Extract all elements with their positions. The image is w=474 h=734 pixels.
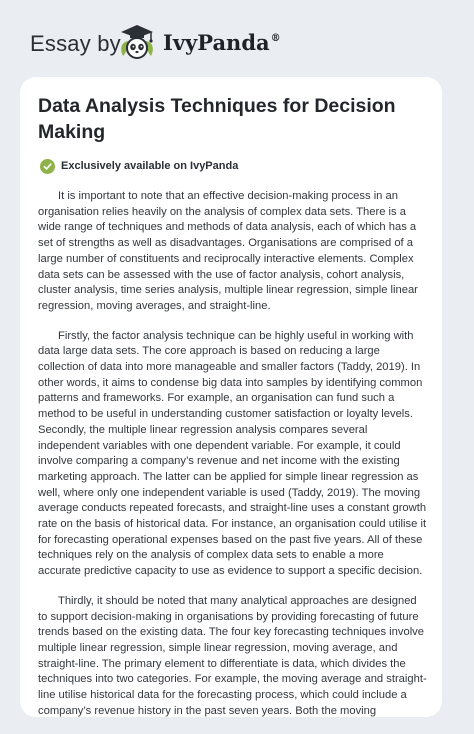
- check-circle-icon: [40, 159, 55, 174]
- exclusive-badge-text: Exclusively available on IvyPanda: [61, 160, 239, 172]
- paragraph: It is important to note that an effective decision-making process in an organisation relies heavily on the analysis of complex data sets. There is a wide range of techniques and methods of data analysis, each of which has a set of strengths as well as disadvantages. Organisations are comprised of a large number of constituents and reciprocally interactive elements. Complex data sets can be assessed with the use of factor analysis, cohort analysis, cluster analysis, time series analysis, multiple linear regression, simple linear regression, moving averages, and straight-line.: [38, 190, 418, 312]
- paragraph: Firstly, the factor analysis technique can be highly useful in working with data large data sets. The core approach is based on reducing a large collection of data into more manageable and smaller factors (Taddy, 2019). In other words, it aims to condense big data into samples by identifying common patterns and frameworks. For example, an organisation can fund such a method to be useful in understanding customer satisfaction or loyalty levels. Secondly, the multiple linear regression analysis compares several independent variables with one dependent variable. For example, it could involve comparing a company’s revenue and net income with the existing marketing approach. The latter can be applied for simple linear regression as well, where only one independent variable is used (Taddy, 2019). The moving average conducts repeated forecasts, and straight-line uses a constant growth rate on the basis of historical data. For instance, an organisation could utilise it for forecasting operational expenses based on the past five years. All of these techniques rely on the analysis of complex data sets to enable a more accurate predictive capacity to use as evidence to support a specific decision.: [38, 329, 427, 578]
- essay-card: [20, 77, 442, 717]
- site-header: [0, 0, 474, 80]
- essay-body: [38, 189, 428, 734]
- brand-name-text: IvyPanda: [163, 30, 270, 55]
- essay-by-label: Essay by: [30, 31, 121, 56]
- exclusive-badge: [40, 157, 238, 175]
- paragraph: Thirdly, it should be noted that many analytical approaches are designed to support decision-making in organisations by providing forecasting of future trends based on the existing data. The four key forecasting techniques involve multiple linear regression, simple linear regression, moving average, and straight-line. The primary element to differentiate is data, which divides the techniques into two categories. For example, the moving average and straight-line utilise historical data for the forecasting process, which could include a company’s revenue history in the past seven years. Both the moving: [38, 594, 427, 717]
- trademark-symbol: ®: [270, 33, 281, 44]
- panda-graduate-icon[interactable]: [117, 22, 157, 62]
- ivypanda-brand[interactable]: [163, 30, 281, 55]
- essay-title: Data Analysis Techniques for Decision Making: [38, 95, 396, 143]
